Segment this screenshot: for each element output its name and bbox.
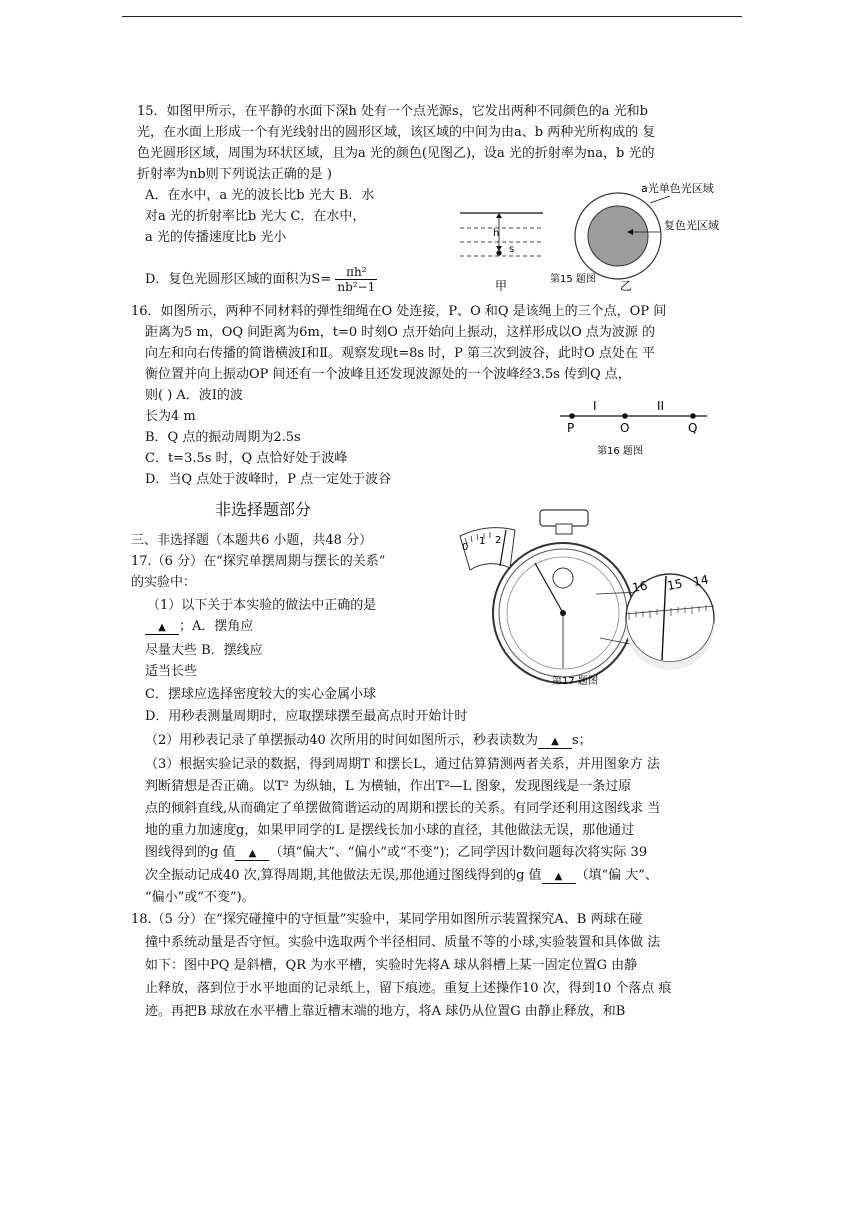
answer-blank-4[interactable]: ▲	[542, 871, 576, 884]
label-mixed-region: 复色光区域	[664, 219, 719, 232]
answer-blank-2[interactable]: ▲	[538, 736, 572, 749]
q15-option-ab: A．在水中，a 光的波长比b 光大 B．水	[145, 188, 375, 203]
q17-line-2: 的实验中：	[131, 575, 197, 590]
formula-numerator: πh²	[335, 265, 377, 280]
q15-line-3: 色光圆形区域，周围为环状区域，且为a 光的颜色(见图乙)，设a 光的折射率为na，b 光的	[137, 146, 655, 161]
q17-line-1: 17.（6 分）在“探究单摆周期与摆长的关系”	[131, 554, 386, 569]
q16-option-c: C．t=3.5s 时，Q 点恰好处于波峰	[145, 451, 348, 466]
zoom-number-14: 14	[692, 572, 710, 589]
figure-16	[555, 392, 715, 462]
q17-part3-line5	[145, 843, 647, 863]
fig16-caption: 第16 题图	[597, 446, 643, 457]
label-mono-region: a光单色光区域	[641, 182, 714, 195]
fig17-caption: 第17 题图	[552, 676, 598, 687]
zoom-number-16: 16	[631, 578, 649, 595]
label-rope-I: I	[593, 399, 597, 413]
section-three-heading: 三、非选择题（本题共6 小题，共48 分）	[131, 533, 373, 548]
q15-line-2: 光，在水面上形成一个有光线射出的圆形区域，该区域的中间为由a、b 两种光所构成的 复	[137, 125, 656, 140]
q15-option-d	[145, 265, 377, 294]
q16-line-1: 16．如图所示，两种不同材料的弹性细绳在O 处连接，P、O 和Q 是该绳上的三个点，OP 间	[131, 304, 667, 319]
q18-line-2: 撞中系统动量是否守恒。实验中选取两个半径相同、质量不等的小球,实验装置和具体做 法	[145, 935, 661, 950]
q17-part2-unit: s；	[571, 733, 592, 748]
q15-option-c: a 光的传播速度比b 光小	[145, 230, 287, 245]
dial-number-0: 0	[462, 542, 469, 553]
q15-line-4: 折射率为nb则下列说法正确的是 )	[137, 167, 332, 182]
q16-option-d: D．当Q 点处于波峰时，P 点一定处于波谷	[145, 472, 392, 487]
q17-part3b-suffix: （填“偏 大”、	[575, 868, 658, 883]
q17-blank-line	[145, 617, 253, 637]
label-s: s	[509, 244, 515, 255]
q17-option-ab: 尽量大些 B．摆线应	[145, 643, 263, 658]
q16-line-3: 向左和向右传播的简谐横波Ⅰ和Ⅱ。观察发现t=8s 时，P 第三次到波谷，此时O 点处在 平	[145, 346, 655, 361]
q17-option-b-cont: 适当长些	[145, 664, 198, 679]
q15-option-bc: 对a 光的折射率比b 光大 C．在水中，	[145, 209, 366, 224]
q17-part3a-suffix: （填“偏大”、“偏小”或“不变”)；乙同学因计数问题每次将实际 39	[269, 845, 648, 860]
q16-option-a-cont: 长为4 m	[145, 409, 196, 424]
q17-part3-line4: 地的重力加速度g，如果甲同学的L 是摆线长加小球的直径，其他做法无误，那他通过	[145, 823, 635, 838]
label-jia: 甲	[495, 279, 508, 293]
q17-part1: （1）以下关于本实验的做法中正确的是	[147, 598, 377, 613]
answer-blank-3[interactable]: ▲	[235, 848, 269, 861]
figure-15	[455, 178, 745, 298]
q17-part3-line2: 判断猜想是否正确。以T² 为纵轴，L 为横轴，作出T²—L 图象，发现图线是一条过原	[145, 779, 632, 794]
q16-option-b: B．Q 点的振动周期为2.5s	[145, 430, 301, 445]
q16-line-4: 衡位置并向上振动OP 间还有一个波峰且还发现波源处的一个波峰经3.5s 传到Q 点，	[145, 367, 631, 382]
q17-part2-text: （2）用秒表记录了单摆振动40 次所用的时间如图所示，秒表读数为	[145, 733, 538, 748]
q17-option-c: C．摆球应选择密度较大的实心金属小球	[145, 687, 376, 702]
q15-line-1: 15．如图甲所示，在平静的水面下深h 处有一个点光源s，它发出两种不同颜色的a 光和b	[137, 104, 648, 119]
area-formula	[335, 265, 377, 294]
label-P: P	[567, 421, 575, 435]
formula-denominator: nb²−1	[337, 280, 376, 294]
q17-option-a: ；A．摆角应	[179, 619, 254, 634]
q18-line-1: 18.（5 分）在“探究碰撞中的守恒量”实验中，某同学用如图所示装置探究A、B 两球在碰	[131, 912, 643, 927]
q15-option-d-text: D．复色光圆形区域的面积为S=	[145, 272, 332, 287]
q17-part3-line1: （3）根据实验记录的数据，得到周期T 和摆长L，通过估算猜测两者关系，并用图象方 法	[145, 757, 660, 772]
figure-17-stopwatch	[440, 508, 730, 690]
q17-option-d: D．用秒表测量周期时，应取摆球摆至最高点时开始计时	[145, 709, 468, 724]
dial-number-2: 2	[495, 535, 502, 546]
q16-line-2: 距离为5 m，OQ 间距离为6m，t=0 时刻O 点开始向上振动，这样形成以O 点为波源 的	[145, 325, 656, 340]
label-yi: 乙	[620, 279, 633, 293]
q18-line-3: 如下：图中PQ 是斜槽，QR 为水平槽，实验时先将A 球从斜槽上某一固定位置G 由静	[145, 958, 638, 973]
section-title: 非选择题部分	[215, 500, 312, 519]
label-Q: Q	[688, 421, 698, 435]
q17-part2	[145, 731, 592, 751]
zoom-number-15: 15	[666, 576, 684, 593]
q17-part3a-text: 图线得到的g 值	[145, 845, 236, 860]
q17-part3-line3: 点的倾斜直线,从而确定了单摆做简谐运动的周期和摆长的关系。有同学还利用这图线求 当	[145, 801, 661, 816]
q17-part3-line7: “偏小”或“不变”)。	[145, 890, 255, 905]
dial-number-1: 1	[479, 536, 486, 547]
q17-part3-line6	[145, 866, 658, 886]
fig15-caption: 第15 题图	[550, 274, 596, 285]
answer-blank-1[interactable]: ▲	[145, 622, 179, 635]
q16-option-a: 则( ) A．波Ⅰ的波	[145, 388, 243, 403]
label-rope-II: II	[657, 399, 665, 413]
label-h: h	[493, 228, 500, 239]
header-rule	[122, 16, 742, 17]
inner-composite-circle	[588, 206, 648, 266]
light-source-dot	[496, 250, 501, 255]
q18-line-5: 迹。再把B 球放在水平槽上靠近槽末端的地方，将A 球仍从位置G 由静止释放，和B	[145, 1004, 626, 1019]
q18-line-4: 止释放，落到位于水平地面的记录纸上，留下痕迹。重复上述操作10 次，得到10 个落点 痕	[145, 981, 672, 996]
q17-part3b-text: 次全振动记成40 次,算得周期,其他做法无误,那他通过图线得到的g 值	[145, 868, 542, 883]
label-O: O	[620, 421, 630, 435]
